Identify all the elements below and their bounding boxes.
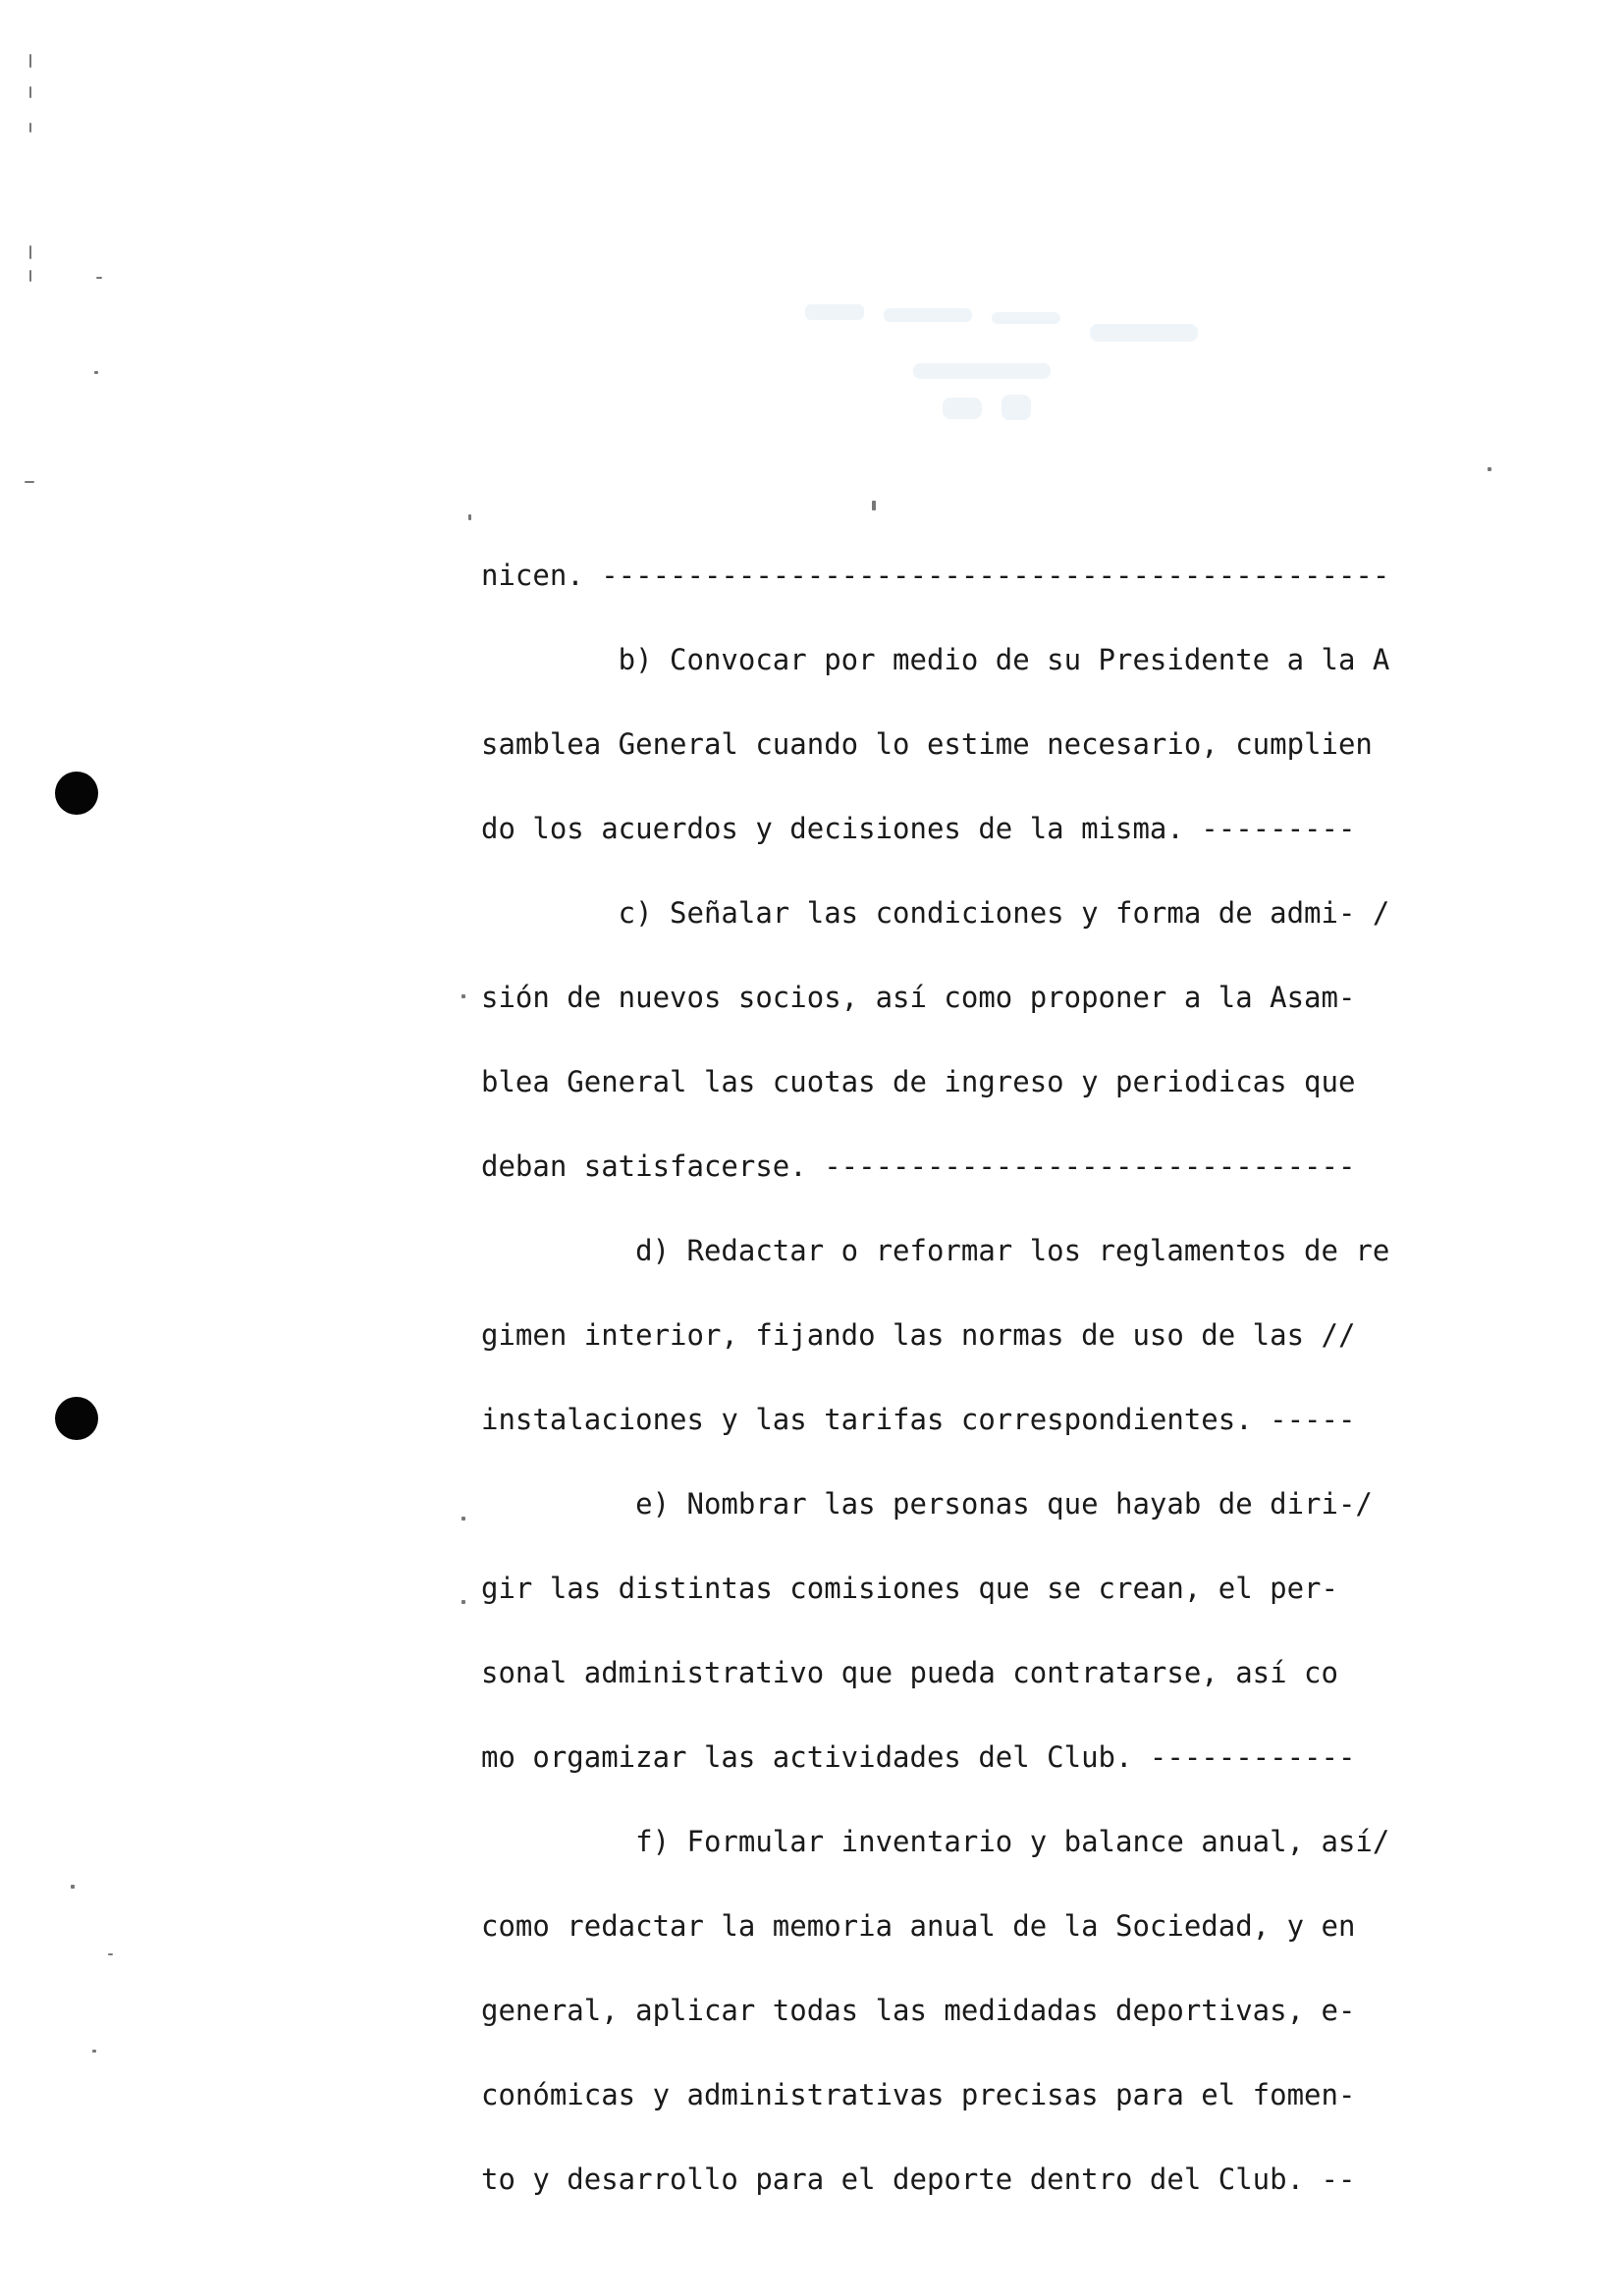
text-line (481, 637, 1512, 721)
scan-speck (29, 86, 31, 98)
scan-speck (461, 1517, 465, 1521)
scan-speck (461, 1600, 465, 1604)
text-line-content: sión de nuevos socios, así como proponer a la Asam- (481, 981, 1356, 1014)
text-line-content: e) Nombrar las personas que hayab de diri-/ (481, 1487, 1373, 1521)
scan-speck (25, 481, 34, 483)
text-line (481, 1566, 1512, 1650)
text-line-content: blea General las cuotas de ingreso y periodicas que (481, 1065, 1356, 1098)
text-line (481, 1397, 1512, 1481)
text-line (481, 553, 1512, 637)
scan-speck (468, 514, 471, 520)
text-line (481, 806, 1512, 890)
scan-speck (92, 2050, 96, 2053)
text-line-content: deban satisfacerse. ------------------------------- (481, 1149, 1356, 1183)
document-body (481, 553, 1512, 2241)
text-line-content: instalaciones y las tarifas correspondientes. ----- (481, 1403, 1356, 1436)
text-line (481, 2072, 1512, 2157)
scan-speck (96, 277, 102, 279)
text-line (481, 890, 1512, 975)
text-line-content: como redactar la memoria anual de la Sociedad, y en (481, 1909, 1356, 1943)
text-line-content: to y desarrollo para el deporte dentro del Club. -- (481, 2163, 1356, 2196)
scan-speck (108, 1953, 113, 1955)
text-line (481, 1144, 1512, 1228)
text-line-content: b) Convocar por medio de su Presidente a la A (481, 643, 1390, 676)
text-line-content: general, aplicar todas las medidadas deportivas, e- (481, 1994, 1356, 2027)
text-line (481, 1988, 1512, 2072)
scan-speck (1488, 467, 1491, 471)
text-line (481, 1059, 1512, 1144)
text-line (481, 1650, 1512, 1735)
text-line-content: gimen interior, fijando las normas de uso de las // (481, 1318, 1356, 1352)
text-line-content: conómicas y administrativas precisas para el fomen- (481, 2078, 1356, 2111)
text-line-content: do los acuerdos y decisiones de la misma. --------- (481, 812, 1356, 845)
text-line (481, 1228, 1512, 1312)
scan-speck (872, 501, 876, 510)
punch-hole-top (55, 772, 98, 815)
text-line-content: samblea General cuando lo estime necesario, cumplien (481, 727, 1373, 761)
text-line (481, 975, 1512, 1059)
text-line (481, 721, 1512, 806)
scan-speck (71, 1885, 75, 1889)
text-line (481, 1312, 1512, 1397)
text-line-content: gir las distintas comisiones que se crean, el per- (481, 1572, 1338, 1605)
text-line (481, 1819, 1512, 1903)
punch-hole-bottom (55, 1397, 98, 1440)
scan-speck (29, 270, 31, 282)
text-line-content: sonal administrativo que pueda contratarse, así co (481, 1656, 1338, 1689)
text-line-content: mo orgamizar las actividades del Club. ------------ (481, 1740, 1356, 1774)
text-line (481, 1735, 1512, 1819)
scan-speck (29, 123, 31, 133)
text-line-content: d) Redactar o reformar los reglamentos de re (481, 1234, 1390, 1267)
text-line-content: nicen. ---------------------------------------------- (481, 559, 1390, 592)
text-line (481, 1481, 1512, 1566)
text-line (481, 1903, 1512, 1988)
scan-speck (461, 994, 465, 998)
text-line-content: f) Formular inventario y balance anual, así/ (481, 1825, 1390, 1858)
text-line (481, 2157, 1512, 2241)
scan-speck (94, 371, 98, 374)
faded-stamp-mark (795, 285, 1237, 442)
scan-speck (29, 245, 31, 259)
text-line-content: c) Señalar las condiciones y forma de admi- / (481, 896, 1390, 930)
scan-speck (29, 54, 31, 68)
